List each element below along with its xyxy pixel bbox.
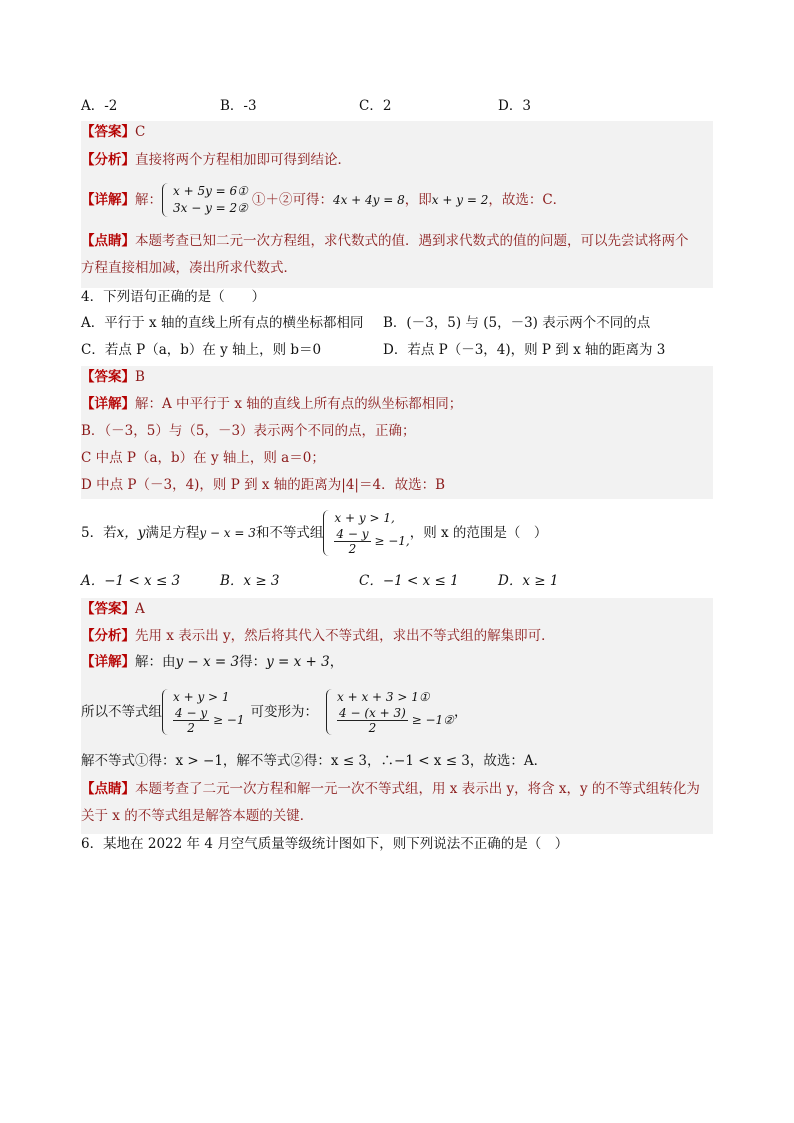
q3-option-a: A．-2 xyxy=(81,98,118,114)
q3-answer: 【答案】C xyxy=(81,124,146,140)
q5-original-system: x + y > 1 $\frac{4 - y}{2}$ ≥ −1 xyxy=(162,689,245,735)
q5-stem: 5．若 x，y 满足方程 y − x = 3 和不等式组 x + y > 1, $\frac{4 - y}{2}$ ≥ −1, ，则 x 的范围是（ ） xyxy=(81,511,548,556)
q3-option-d: D．3 xyxy=(498,98,531,114)
q5-analysis: 【分析】先用 x 表示出 y，然后将其代入不等式组，求出不等式组的解集即可． xyxy=(81,628,555,644)
q4-detail-line2: B．（－3，5）与（5，－3）表示两个不同的点，正确； xyxy=(81,423,416,439)
q4-detail-line1: 【详解】解：A 中平行于 x 轴的直线上所有点的纵坐标都相同； xyxy=(81,396,463,412)
q3-option-b: B．-3 xyxy=(220,98,257,114)
q3-analysis: 【分析】直接将两个方程相加即可得到结论． xyxy=(81,152,351,168)
q5-answer: 【答案】A xyxy=(81,601,145,617)
q3-equation-system: x + 5y = 6① 3x − y = 2② xyxy=(162,183,248,217)
q5-option-a: A．−1 < x ≤ 3 xyxy=(81,573,181,589)
q3-option-c: C．2 xyxy=(359,98,392,114)
q4-answer: 【答案】B xyxy=(81,369,145,385)
q4-detail-line3: C 中点 P（a，b）在 y 轴上，则 a＝0； xyxy=(81,450,325,466)
q3-comment-line2: 方程直接相加减，凑出所求代数式． xyxy=(81,260,297,276)
q6-stem: 6．某地在 2022 年 4 月空气质量等级统计图如下，则下列说法不正确的是（ ） xyxy=(81,836,569,852)
q5-comment-line1: 【点睛】本题考查了二元一次方程和解一元一次不等式组，用 x 表示出 y，将含 x，y 的不等式组转化为 xyxy=(81,781,700,797)
q4-stem: 4．下列语句正确的是（ ） xyxy=(81,289,266,305)
q5-comment-line2: 关于 x 的不等式组是解答本题的关键． xyxy=(81,808,314,824)
q4-option-d: D．若点 P（－3，4)，则 P 到 x 轴的距离为 3 xyxy=(383,342,666,358)
q5-detail-line1: 【详解】解：由y − x = 3得：y = x + 3， xyxy=(81,654,344,670)
q5-option-d: D．x ≥ 1 xyxy=(498,573,559,589)
q5-option-b: B．x ≥ 3 xyxy=(220,573,280,589)
q5-option-c: C．−1 < x ≤ 1 xyxy=(359,573,459,589)
q4-option-a: A．平行于 x 轴的直线上所有点的横坐标都相同 xyxy=(81,315,364,331)
q5-inequality-system: x + y > 1, $\frac{4 - y}{2}$ ≥ −1, xyxy=(323,510,409,556)
q5-detail-system: 所以不等式组 x + y > 1 $\frac{4 - y}{2}$ ≥ −1 可变形为： x + x + 3 > 1① $\frac{4 - (x + 3)}{2}$ ≥ −1② ， xyxy=(81,690,468,735)
q5-solve-line: 解不等式①得：x > −1，解不等式②得：x ≤ 3，∴−1 < x ≤ 3，故选：A． xyxy=(81,753,548,769)
q4-option-c: C．若点 P（a，b）在 y 轴上，则 b＝0 xyxy=(81,342,322,358)
q4-detail-line4: D 中点 P（－3，4)，则 P 到 x 轴的距离为|4|＝4．故选：B xyxy=(81,477,445,493)
q4-option-b: B．(－3，5) 与 (5，－3) 表示两个不同的点 xyxy=(383,315,651,331)
q3-comment-line1: 【点睛】本题考查已知二元一次方程组，求代数式的值．遇到求代数式的值的问题，可以先尝试将两个 xyxy=(81,233,689,249)
q3-detail: 【详解】 解： x + 5y = 6① 3x − y = 2② ①＋②可得： 4x + 4y = 8 ，即 x + y = 2 ，故选：C． xyxy=(81,184,567,215)
q5-transformed-system: x + x + 3 > 1① $\frac{4 - (x + 3)}{2}$ ≥ −1② xyxy=(326,689,454,735)
